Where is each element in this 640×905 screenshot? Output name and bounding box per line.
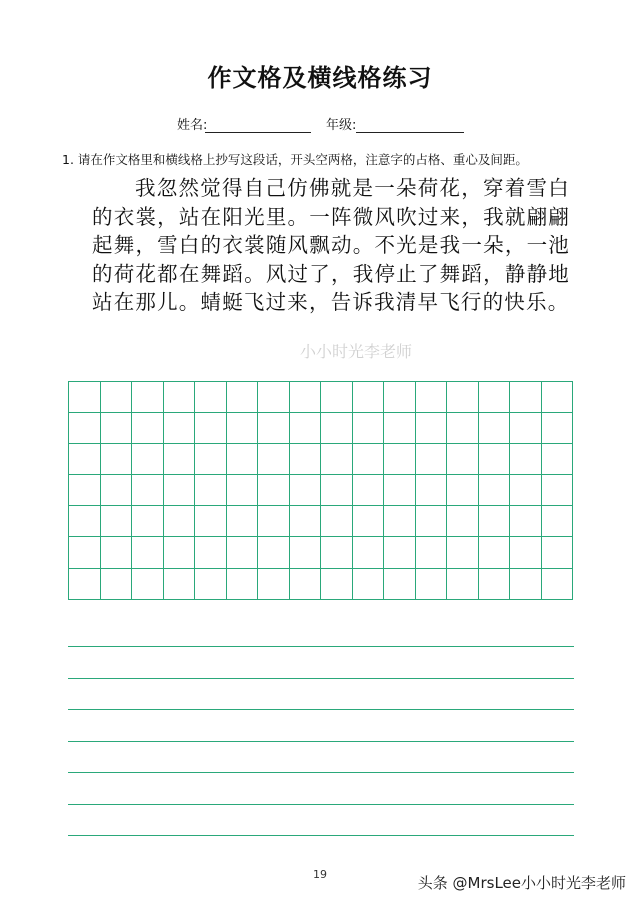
- grid-cell[interactable]: [353, 444, 385, 475]
- watermark: 小小时光李老师: [300, 342, 413, 361]
- grid-cell[interactable]: [416, 382, 448, 413]
- grid-cell[interactable]: [101, 506, 133, 537]
- grid-cell[interactable]: [510, 506, 542, 537]
- grid-cell[interactable]: [510, 569, 542, 600]
- grid-cell[interactable]: [542, 569, 574, 600]
- grid-cell[interactable]: [258, 569, 290, 600]
- grid-cell[interactable]: [164, 537, 196, 568]
- grid-cell[interactable]: [69, 413, 101, 444]
- grid-cell[interactable]: [290, 413, 322, 444]
- grid-cell[interactable]: [479, 537, 511, 568]
- grid-cell[interactable]: [69, 537, 101, 568]
- grade-blank-line: [356, 132, 464, 133]
- name-label: 姓名:: [177, 118, 208, 133]
- grid-cell[interactable]: [101, 537, 133, 568]
- grid-cell[interactable]: [101, 382, 133, 413]
- ruled-line[interactable]: [68, 741, 574, 742]
- grid-cell[interactable]: [195, 569, 227, 600]
- grid-cell[interactable]: [384, 444, 416, 475]
- name-blank-line: [205, 132, 311, 133]
- grid-cell[interactable]: [321, 569, 353, 600]
- grid-cell[interactable]: [416, 475, 448, 506]
- grid-cell[interactable]: [353, 569, 385, 600]
- grid-cell[interactable]: [164, 475, 196, 506]
- grid-cell[interactable]: [416, 537, 448, 568]
- grid-cell[interactable]: [384, 475, 416, 506]
- grid-cell[interactable]: [447, 382, 479, 413]
- grid-cell[interactable]: [447, 569, 479, 600]
- grid-cell[interactable]: [290, 569, 322, 600]
- grid-cell[interactable]: [416, 444, 448, 475]
- grid-cell[interactable]: [479, 413, 511, 444]
- grid-cell[interactable]: [227, 506, 259, 537]
- grid-cell[interactable]: [132, 569, 164, 600]
- grid-cell[interactable]: [195, 537, 227, 568]
- grid-cell[interactable]: [321, 444, 353, 475]
- grid-cell[interactable]: [384, 382, 416, 413]
- grid-cell[interactable]: [258, 382, 290, 413]
- writing-grid: [68, 381, 573, 600]
- grid-cell[interactable]: [353, 413, 385, 444]
- grid-cell[interactable]: [290, 444, 322, 475]
- grid-cell[interactable]: [164, 569, 196, 600]
- grid-cell[interactable]: [416, 506, 448, 537]
- grid-cell[interactable]: [69, 475, 101, 506]
- grid-cell[interactable]: [258, 475, 290, 506]
- grid-cell[interactable]: [447, 413, 479, 444]
- grid-cell[interactable]: [353, 537, 385, 568]
- grid-cell[interactable]: [542, 413, 574, 444]
- grid-cell[interactable]: [416, 413, 448, 444]
- grid-cell[interactable]: [353, 382, 385, 413]
- grid-cell[interactable]: [447, 444, 479, 475]
- grid-cell[interactable]: [447, 537, 479, 568]
- grid-cell[interactable]: [542, 506, 574, 537]
- student-info-row: [0, 114, 640, 136]
- grid-cell[interactable]: [132, 444, 164, 475]
- grid-cell[interactable]: [227, 382, 259, 413]
- grid-cell[interactable]: [195, 506, 227, 537]
- grid-cell[interactable]: [227, 475, 259, 506]
- grid-cell[interactable]: [101, 475, 133, 506]
- grade-label: 年级:: [326, 118, 357, 133]
- grid-cell[interactable]: [258, 413, 290, 444]
- grid-cell[interactable]: [479, 506, 511, 537]
- grid-cell[interactable]: [195, 413, 227, 444]
- grid-cell[interactable]: [321, 382, 353, 413]
- passage-text: 我忽然觉得自己仿佛就是一朵荷花，穿着雪白的衣裳，站在阳光里。一阵微风吹过来，我就翩翩起舞，雪白的衣裳随风飘动。不光是我一朵，一池的荷花都在舞蹈。风过了，我停止了舞蹈，静静地站在那儿。蜻蜓飞过来，告诉我清早飞行的快乐。: [92, 176, 570, 314]
- grid-cell[interactable]: [542, 475, 574, 506]
- grid-cell[interactable]: [510, 382, 542, 413]
- ruled-line[interactable]: [68, 835, 574, 836]
- ruled-line[interactable]: [68, 646, 574, 647]
- page-number: 19: [313, 868, 327, 881]
- grid-cell[interactable]: [510, 444, 542, 475]
- footer-watermark: 头条 @MrsLee小小时光李老师: [417, 874, 626, 892]
- grid-cell[interactable]: [479, 569, 511, 600]
- grid-cell[interactable]: [447, 475, 479, 506]
- grid-cell[interactable]: [132, 382, 164, 413]
- ruled-line[interactable]: [68, 678, 574, 679]
- grid-cell[interactable]: [195, 382, 227, 413]
- grid-cell[interactable]: [479, 444, 511, 475]
- grid-cell[interactable]: [258, 506, 290, 537]
- grid-cell[interactable]: [384, 413, 416, 444]
- grid-cell[interactable]: [479, 475, 511, 506]
- grid-cell[interactable]: [164, 382, 196, 413]
- grid-cell[interactable]: [290, 537, 322, 568]
- grid-cell[interactable]: [384, 537, 416, 568]
- grid-cell[interactable]: [353, 506, 385, 537]
- ruled-line[interactable]: [68, 709, 574, 710]
- grid-cell[interactable]: [69, 569, 101, 600]
- grid-cell[interactable]: [101, 413, 133, 444]
- grid-cell[interactable]: [132, 475, 164, 506]
- grid-cell[interactable]: [321, 537, 353, 568]
- grid-cell[interactable]: [227, 444, 259, 475]
- grid-cell[interactable]: [542, 382, 574, 413]
- grid-cell[interactable]: [479, 382, 511, 413]
- grid-cell[interactable]: [353, 475, 385, 506]
- grid-cell[interactable]: [447, 506, 479, 537]
- grid-cell[interactable]: [69, 506, 101, 537]
- grid-cell[interactable]: [542, 444, 574, 475]
- grid-cell[interactable]: [69, 444, 101, 475]
- grid-cell[interactable]: [510, 475, 542, 506]
- grid-cell[interactable]: [227, 569, 259, 600]
- grid-cell[interactable]: [132, 506, 164, 537]
- grid-cell[interactable]: [101, 444, 133, 475]
- ruled-line[interactable]: [68, 772, 574, 773]
- grid-cell[interactable]: [258, 537, 290, 568]
- grid-cell[interactable]: [384, 569, 416, 600]
- grid-cell[interactable]: [101, 569, 133, 600]
- grid-cell[interactable]: [195, 444, 227, 475]
- grid-cell[interactable]: [164, 506, 196, 537]
- grid-cell[interactable]: [69, 382, 101, 413]
- grid-cell[interactable]: [164, 444, 196, 475]
- grid-cell[interactable]: [132, 537, 164, 568]
- grid-cell[interactable]: [164, 413, 196, 444]
- grid-cell[interactable]: [227, 537, 259, 568]
- instruction-text: 1. 请在作文格里和横线格上抄写这段话，开头空两格，注意字的占格、重心及间距。: [62, 152, 528, 167]
- grid-cell[interactable]: [321, 506, 353, 537]
- grid-cell[interactable]: [416, 569, 448, 600]
- grid-cell[interactable]: [132, 413, 164, 444]
- grid-cell[interactable]: [290, 382, 322, 413]
- grid-cell[interactable]: [542, 537, 574, 568]
- grid-cell[interactable]: [510, 413, 542, 444]
- grid-cell[interactable]: [384, 506, 416, 537]
- grid-cell[interactable]: [290, 475, 322, 506]
- grid-cell[interactable]: [510, 537, 542, 568]
- grid-cell[interactable]: [195, 475, 227, 506]
- grid-cell[interactable]: [321, 413, 353, 444]
- page-title: 作文格及横线格练习: [207, 64, 433, 92]
- grid-cell[interactable]: [227, 413, 259, 444]
- grid-cell[interactable]: [258, 444, 290, 475]
- grid-cell[interactable]: [290, 506, 322, 537]
- grid-cell[interactable]: [321, 475, 353, 506]
- ruled-line[interactable]: [68, 804, 574, 805]
